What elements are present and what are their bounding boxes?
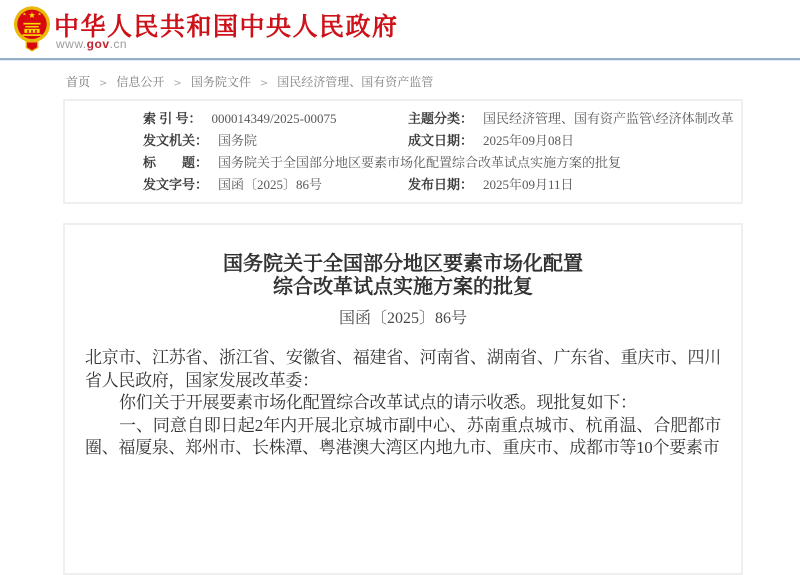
meta-cell	[143, 130, 408, 152]
breadcrumb-separator: >	[99, 78, 108, 89]
meta-value: 2025年09月08日	[483, 133, 575, 148]
meta-label: 索 引 号：	[143, 111, 202, 126]
meta-value: 国民经济管理、国有资产监管\经济体制改革	[483, 111, 734, 126]
meta-label: 主题分类：	[408, 111, 474, 126]
meta-label: 成文日期：	[408, 133, 474, 148]
meta-cell	[408, 130, 741, 152]
meta-table	[63, 99, 743, 204]
meta-row	[65, 152, 741, 174]
document-box	[63, 223, 743, 575]
national-emblem-svg	[13, 5, 51, 55]
document-number: 国函〔2025〕86号	[338, 310, 467, 327]
breadcrumb-item[interactable]: 国务院文件	[190, 75, 251, 89]
meta-label: 发布日期：	[408, 177, 474, 192]
breadcrumb	[0, 60, 800, 99]
meta-label: 发文字号：	[143, 177, 209, 192]
breadcrumb-item[interactable]: 首页	[66, 75, 91, 89]
document-title-line2: 综合改革试点实施方案的批复	[273, 276, 533, 298]
meta-value: 国务院	[218, 133, 258, 148]
url-cn: .cn	[109, 37, 128, 51]
doc-paragraph: 你们关于开展要素市场化配置综合改革试点的请示收悉。现批复如下：	[119, 393, 637, 412]
meta-row	[65, 130, 741, 152]
breadcrumb-item[interactable]: 信息公开	[116, 75, 165, 89]
meta-cell	[408, 174, 741, 196]
meta-row	[65, 108, 741, 130]
meta-value: 国务院关于全国部分地区要素市场化配置综合改革试点实施方案的批复	[218, 155, 622, 170]
meta-label: 标 题：	[143, 155, 209, 170]
breadcrumb-item[interactable]: 国民经济管理、国有资产监管	[277, 75, 434, 89]
meta-cell	[143, 108, 408, 130]
meta-value: 国函〔2025〕86号	[218, 177, 323, 192]
doc-paragraph: 北京市、江苏省、浙江省、安徽省、福建省、河南省、湖南省、广东省、重庆市、四川省人民政府，国家发展改革委：	[85, 348, 721, 390]
site-title[interactable]: 中华人民共和国中央人民政府	[54, 13, 399, 41]
doc-paragraph: 一、同意自即日起2年内开展北京城市副中心、苏南重点城市、杭甬温、合肥都市圈、福厦泉、郑州市、长株潭、粤港澳大湾区内地九市、重庆市、成都市等10个要素市	[85, 415, 721, 457]
meta-cell	[143, 174, 408, 196]
meta-value: 000014349/2025-00075	[211, 111, 337, 126]
svg-text:★: ★	[22, 11, 27, 17]
national-emblem-icon[interactable]	[13, 5, 51, 55]
doc-body	[85, 347, 721, 460]
svg-text:★: ★	[37, 11, 42, 17]
site-header	[0, 0, 800, 60]
meta-label: 发文机关：	[143, 133, 209, 148]
meta-cell	[143, 152, 741, 174]
svg-text:★: ★	[28, 10, 36, 21]
meta-cell	[408, 108, 741, 130]
breadcrumb-separator: >	[173, 78, 182, 89]
url-www: www.	[56, 37, 87, 51]
site-url[interactable]	[56, 37, 127, 51]
document-title-line1: 国务院关于全国部分地区要素市场化配置	[223, 253, 583, 275]
meta-value: 2025年09月11日	[483, 177, 574, 192]
url-gov: gov	[86, 37, 110, 51]
meta-row	[65, 174, 741, 196]
breadcrumb-separator: >	[259, 78, 269, 89]
